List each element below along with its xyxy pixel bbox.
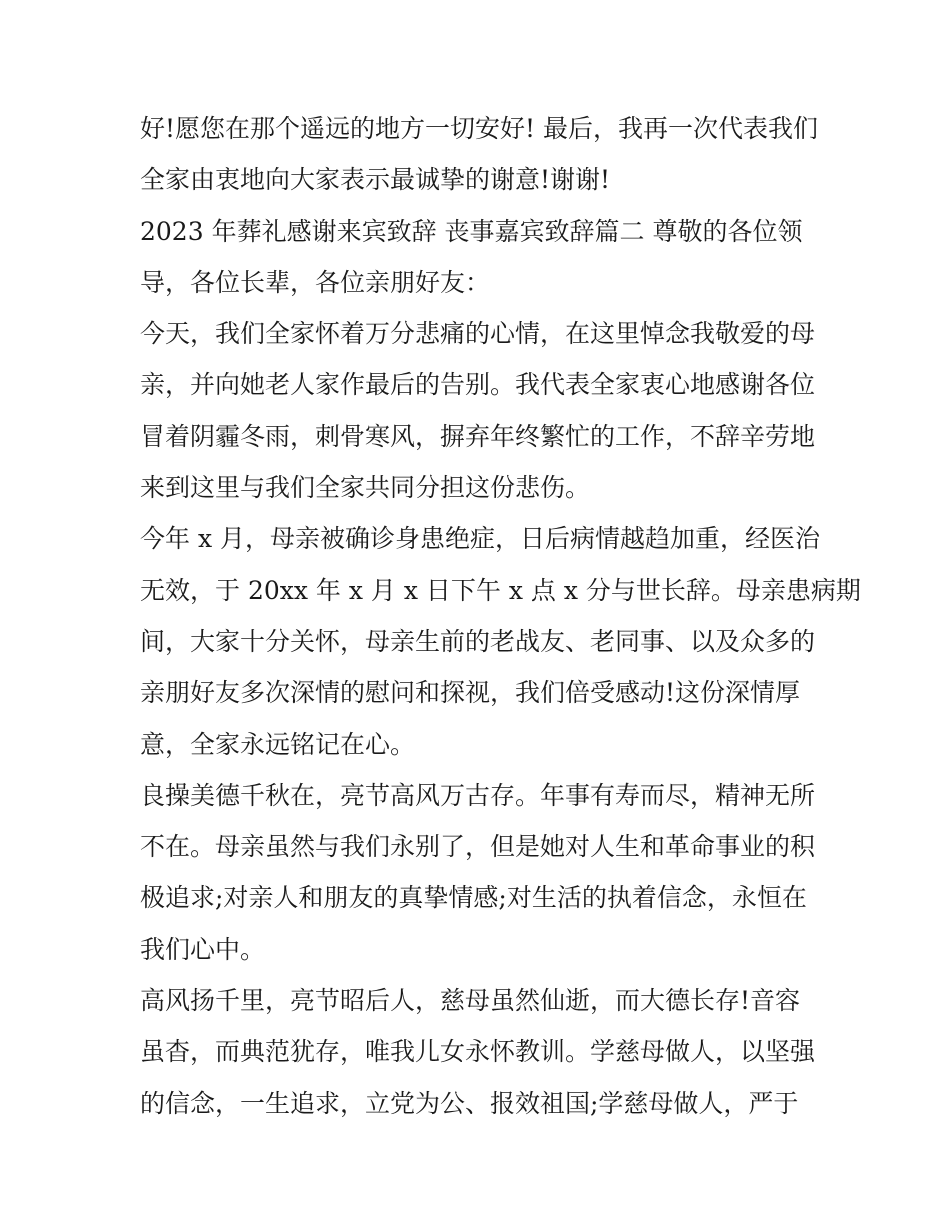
text-line: 导，各位长辈，各位亲朋好友： xyxy=(140,267,491,297)
document-text xyxy=(140,103,861,1129)
text-line: 虽杳，而典范犹存，唯我儿女永怀教训。学慈母做人，以坚强 xyxy=(140,1037,816,1067)
text-line: 今天，我们全家怀着万分悲痛的心情，在这里悼念我敬爱的母 xyxy=(140,319,816,349)
text-line: 好!愿您在那个遥远的地方一切安好! 最后，我再一次代表我们 xyxy=(140,114,819,143)
text-line: 亲朋好友多次深情的慰问和探视，我们倍受感动!这份深情厚 xyxy=(140,678,801,708)
text-line: 无效，于 20xx 年 x 月 x 日下午 x 点 x 分与世长辞。母亲患病期 xyxy=(140,575,861,605)
text-line: 不在。母亲虽然与我们永别了，但是她对人生和革命事业的积 xyxy=(140,832,816,862)
text-line: 间，大家十分关怀，母亲生前的老战友、老同事、以及众多的 xyxy=(140,626,816,656)
text-line: 良操美德千秋在，亮节高风万古存。年事有寿而尽，精神无所 xyxy=(140,780,816,810)
text-line: 2023 年葬礼感谢来宾致辞 丧事嘉宾致辞篇二 尊敬的各位领 xyxy=(140,216,803,246)
text-line: 亲，并向她老人家作最后的告别。我代表全家衷心地感谢各位 xyxy=(140,370,816,400)
text-line: 来到这里与我们全家共同分担这份悲伤。 xyxy=(140,473,591,503)
text-line: 全家由衷地向大家表示最诚挚的谢意!谢谢! xyxy=(140,165,611,195)
text-line: 我们心中。 xyxy=(140,934,266,964)
text-line: 高风扬千里，亮节昭后人，慈母虽然仙逝，而大德长存!音容 xyxy=(140,986,801,1016)
text-line: 意，全家永远铭记在心。 xyxy=(140,729,416,759)
text-line: 冒着阴霾冬雨，刺骨寒风，摒弃年终繁忙的工作，不辞辛劳地 xyxy=(140,421,816,451)
text-line: 今年 x 月，母亲被确诊身患绝症，日后病情越趋加重，经医治 xyxy=(140,524,820,554)
text-line: 极追求;对亲人和朋友的真挚情感;对生活的执着信念，永恒在 xyxy=(140,883,807,913)
text-line: 的信念，一生追求，立党为公、报效祖国;学慈母做人，严于 xyxy=(140,1088,799,1118)
